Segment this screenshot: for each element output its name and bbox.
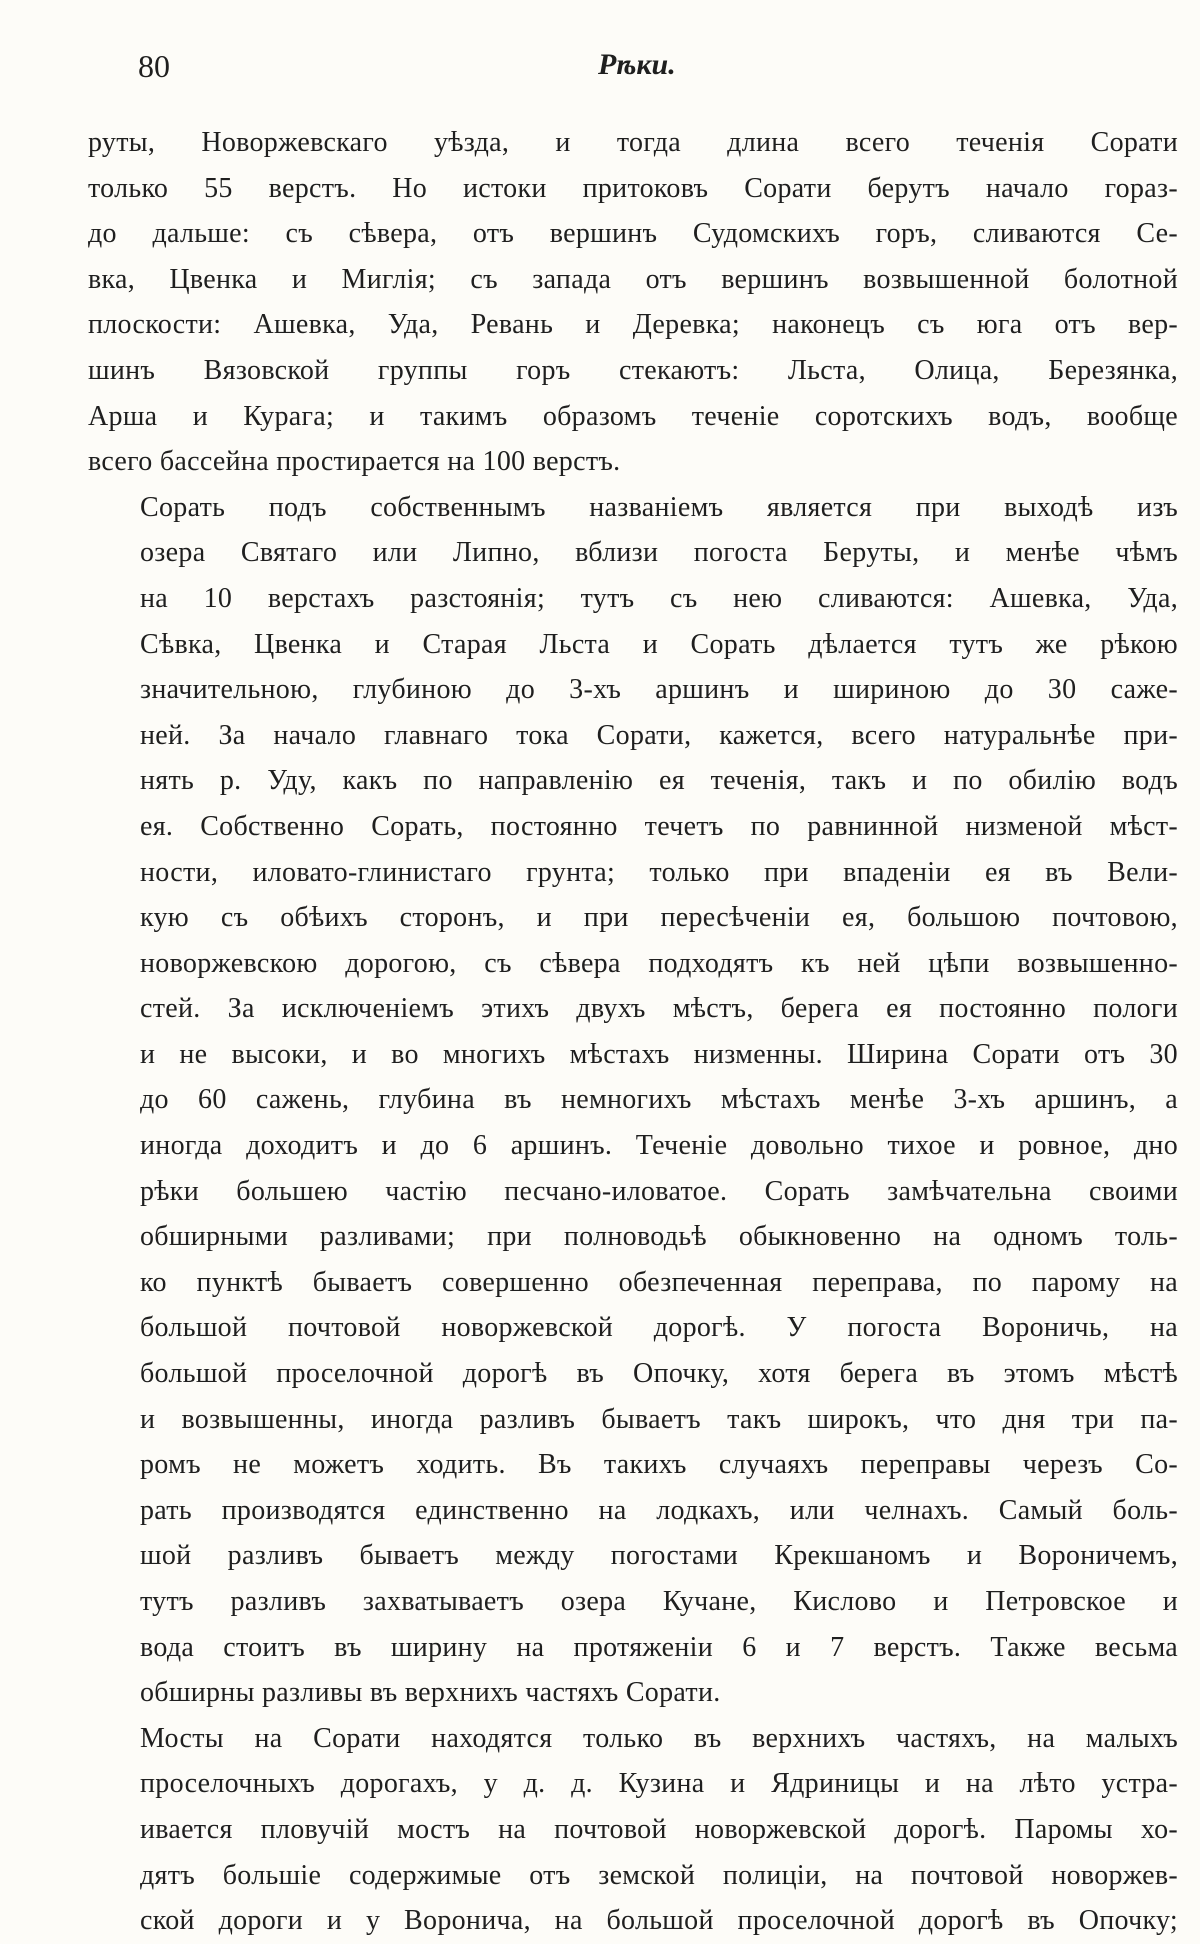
text-line: дятъ большіе содержимые отъ земской полиціи, на почтовой новоржев- — [140, 1859, 1178, 1891]
text-line: Мосты на Сорати находятся только въ верхнихъ частяхъ, на малыхъ — [140, 1722, 1178, 1754]
text-line: ской дороги и у Воронича, на большой проселочной дорогѣ въ Опочку; — [140, 1905, 1178, 1937]
text-line: обширными разливами; при полноводьѣ обыкновенно на одномъ толь- — [140, 1221, 1178, 1253]
text-line: руты, Новоржевскаго уѣзда, и тогда длина всего теченія Сорати — [88, 127, 1178, 158]
text-line: плоскости: Ашевка, Уда, Ревань и Деревка; наконецъ съ юга отъ вер- — [88, 309, 1178, 341]
text-line: и не высоки, и во многихъ мѣстахъ низменны. Ширина Сорати отъ 30 — [140, 1038, 1178, 1070]
text-line: и возвышенны, иногда разливъ бываетъ такъ широкъ, что дня три па- — [140, 1403, 1178, 1435]
running-head: Рѣки. — [598, 48, 676, 81]
text-line: большой почтовой новоржевской дорогѣ. У погоста Вороничь, на — [140, 1312, 1178, 1344]
text-line: стей. За исключеніемъ этихъ двухъ мѣстъ, берега ея постоянно пологи — [140, 993, 1178, 1025]
text-line: вода стоитъ въ ширину на протяженіи 6 и 7 верстъ. Также весьма — [140, 1631, 1178, 1663]
text-line: рать производятся единственно на лодкахъ, или челнахъ. Самый боль- — [140, 1494, 1178, 1526]
text-line: большой проселочной дорогѣ въ Опочку, хотя берега въ этомъ мѣстѣ — [140, 1358, 1178, 1390]
text-line: шой разливъ бываетъ между погостами Крекшаномъ и Вороничемъ, — [140, 1540, 1178, 1572]
page-header — [128, 48, 1172, 108]
text-line: вка, Цвенка и Миглія; съ запада отъ вершинъ возвышенной болотной — [88, 263, 1178, 295]
text-line: ности, иловато-глинистаго грунта; только при впаденіи ея въ Вели- — [140, 856, 1178, 888]
text-line: нять р. Уду, какъ по направленію ея теченія, такъ и по обилію водъ — [140, 765, 1178, 797]
text-line: тутъ разливъ захватываетъ озера Кучане, Кислово и Петровское и — [140, 1586, 1178, 1617]
text-line: значительною, глубиною до 3-хъ аршинъ и шириною до 30 саже- — [140, 674, 1178, 706]
text-line: шинъ Вязовской группы горъ стекаютъ: Льста, Олица, Березянка, — [88, 354, 1178, 386]
text-line: ивается пловучій мостъ на почтовой новоржевской дорогѣ. Паромы хо- — [140, 1813, 1178, 1845]
text-line: иногда доходитъ и до 6 аршинъ. Теченіе довольно тихое и ровное, дно — [140, 1130, 1178, 1162]
text-line: ромъ не можетъ ходить. Въ такихъ случаяхъ переправы черезъ Со- — [140, 1449, 1178, 1481]
text-line: обширны разливы въ верхнихъ частяхъ Сорати. — [140, 1677, 721, 1709]
text-line: проселочныхъ дорогахъ, у д. д. Кузина и Ядриницы и на лѣто устра- — [140, 1768, 1178, 1800]
text-line: до дальше: съ сѣвера, отъ вершинъ Судомскихъ горъ, сливаются Се- — [88, 218, 1178, 250]
text-line: кую съ обѣихъ сторонъ, и при пересѣченіи ея, большою почтовою, — [140, 902, 1178, 934]
text-line: новоржевскою дорогою, съ сѣвера подходятъ къ ней цѣпи возвышенно- — [140, 947, 1178, 979]
text-line: всего бассейна простирается на 100 верстъ. — [88, 446, 621, 478]
text-line: Сорать подъ собственнымъ названіемъ является при выходѣ изъ — [140, 491, 1178, 523]
text-line: Сѣвка, Цвенка и Старая Льста и Сорать дѣлается тутъ же рѣкою — [140, 628, 1178, 660]
page-number: 80 — [138, 48, 170, 84]
text-line: на 10 верстахъ разстоянія; тутъ съ нею сливаются: Ашевка, Уда, — [140, 582, 1178, 614]
text-line: до 60 сажень, глубина въ немногихъ мѣстахъ менѣе 3-хъ аршинъ, а — [140, 1084, 1178, 1116]
text-line: рѣки большею частію песчано-иловатое. Сорать замѣчательна своими — [140, 1175, 1178, 1207]
text-line: озера Святаго или Липно, вблизи погоста Беруты, и менѣе чѣмъ — [140, 537, 1178, 569]
paragraph-continuation — [88, 120, 1178, 485]
text-line: ней. За начало главнаго тока Сорати, кажется, всего натуральнѣе при- — [140, 719, 1178, 751]
paragraph-sorat-description — [88, 485, 1178, 1716]
text-line: только 55 верстъ. Но истоки притоковъ Сорати берутъ начало гораз- — [88, 172, 1178, 204]
paragraph-bridges — [88, 1716, 1178, 1944]
body-text — [88, 120, 1178, 1944]
text-line: ея. Собственно Сорать, постоянно течетъ по равнинной низменой мѣст- — [140, 810, 1178, 842]
text-line: ко пунктѣ бываетъ совершенно обезпеченная переправа, по парому на — [140, 1266, 1178, 1298]
text-line: Арша и Курага; и такимъ образомъ теченіе соротскихъ водъ, вообще — [88, 400, 1178, 432]
